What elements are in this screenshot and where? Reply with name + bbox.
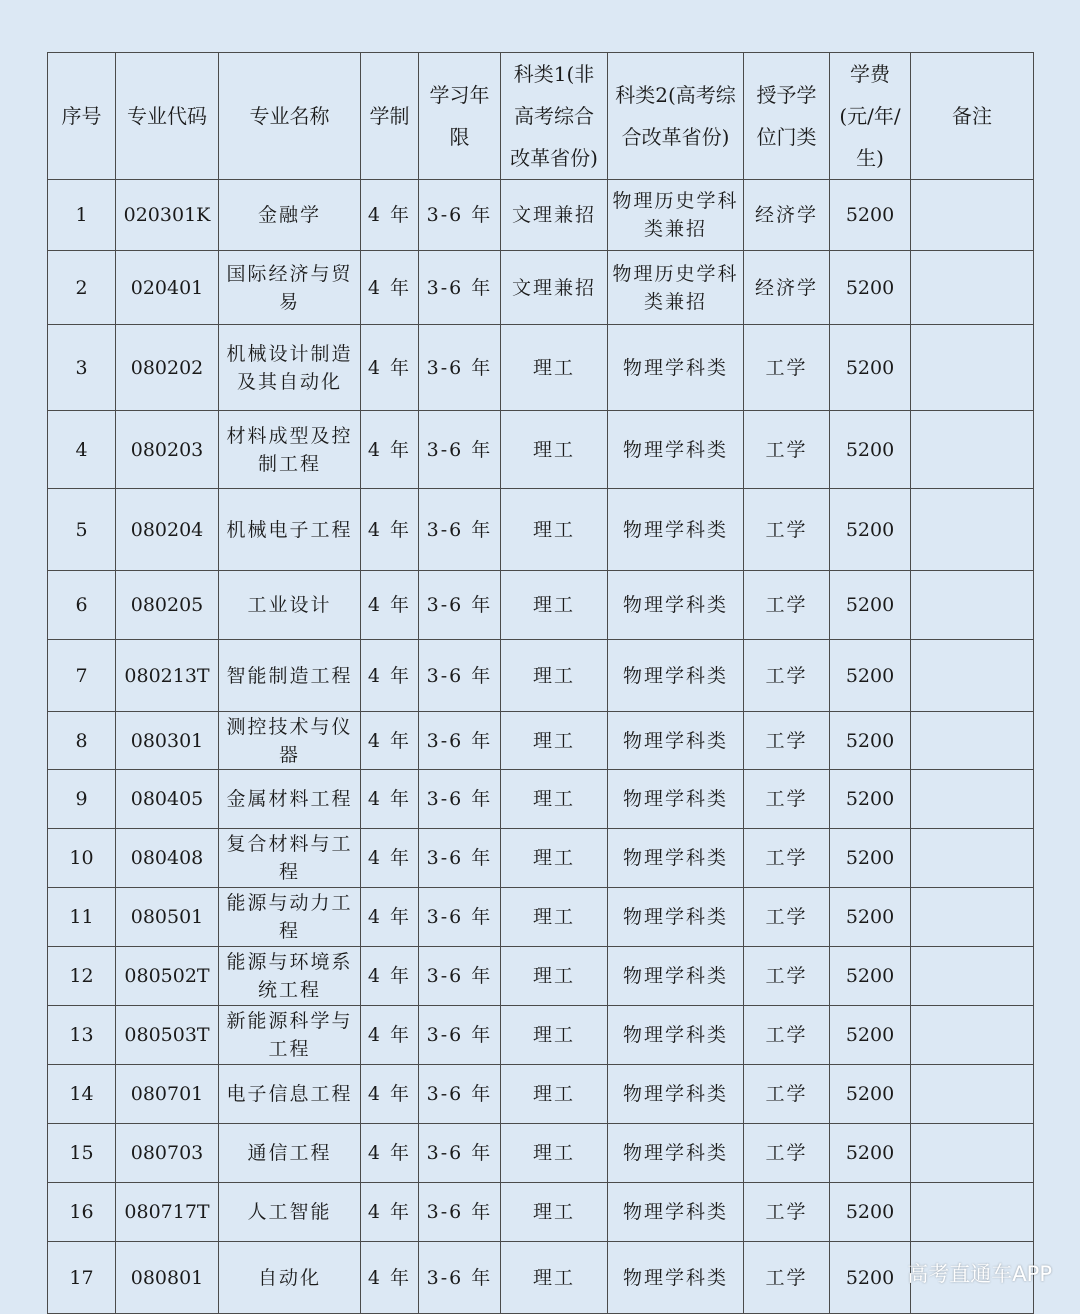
cell-col-index: 11 [48,888,116,947]
cell-col-years: 3-6 年 [419,1124,501,1183]
cell-col-years: 3-6 年 [419,770,501,829]
cell-col-category1: 理工 [501,571,608,640]
cell-col-remark [911,411,1034,489]
cell-col-category1: 理工 [501,770,608,829]
cell-col-index: 12 [48,947,116,1006]
cell-col-degree: 工学 [744,489,830,571]
cell-col-category2: 物理历史学科类兼招 [608,180,744,251]
cell-col-index: 14 [48,1065,116,1124]
cell-col-code: 080801 [116,1242,219,1314]
cell-col-years: 3-6 年 [419,180,501,251]
cell-col-remark [911,712,1034,770]
cell-col-index: 9 [48,770,116,829]
cell-col-name: 能源与动力工程 [219,888,361,947]
cell-col-fee: 5200 [830,325,911,411]
cell-col-system: 4 年 [361,1065,419,1124]
cell-col-code: 080203 [116,411,219,489]
cell-col-system: 4 年 [361,251,419,325]
table-row [48,1183,1034,1242]
cell-col-remark [911,1006,1034,1065]
cell-col-category1: 理工 [501,947,608,1006]
cell-col-fee: 5200 [830,640,911,712]
header-col-years: 学习年限 [419,53,501,180]
cell-col-years: 3-6 年 [419,888,501,947]
header-col-remark: 备注 [911,53,1034,180]
cell-col-index: 17 [48,1242,116,1314]
cell-col-years: 3-6 年 [419,640,501,712]
table-row [48,640,1034,712]
cell-col-index: 10 [48,829,116,888]
cell-col-code: 020401 [116,251,219,325]
cell-col-code: 080405 [116,770,219,829]
cell-col-index: 2 [48,251,116,325]
cell-col-category2: 物理学科类 [608,1183,744,1242]
cell-col-category2: 物理学科类 [608,325,744,411]
cell-col-system: 4 年 [361,489,419,571]
cell-col-fee: 5200 [830,888,911,947]
cell-col-index: 5 [48,489,116,571]
cell-col-name: 复合材料与工程 [219,829,361,888]
header-col-code: 专业代码 [116,53,219,180]
cell-col-remark [911,1183,1034,1242]
cell-col-category1: 理工 [501,1124,608,1183]
cell-col-remark [911,1065,1034,1124]
cell-col-category2: 物理学科类 [608,640,744,712]
majors-table [47,52,1034,1314]
cell-col-degree: 经济学 [744,251,830,325]
watermark: 高考直通车APP [907,1262,1052,1286]
cell-col-years: 3-6 年 [419,251,501,325]
cell-col-category1: 理工 [501,411,608,489]
cell-col-category2: 物理学科类 [608,770,744,829]
cell-col-category1: 理工 [501,325,608,411]
cell-col-index: 16 [48,1183,116,1242]
cell-col-category2: 物理学科类 [608,1124,744,1183]
cell-col-fee: 5200 [830,712,911,770]
cell-col-years: 3-6 年 [419,325,501,411]
cell-col-fee: 5200 [830,770,911,829]
table-row [48,712,1034,770]
cell-col-index: 4 [48,411,116,489]
cell-col-category1: 理工 [501,1183,608,1242]
cell-col-category2: 物理学科类 [608,411,744,489]
table-row [48,251,1034,325]
cell-col-remark [911,489,1034,571]
cell-col-system: 4 年 [361,947,419,1006]
table-row [48,1124,1034,1183]
cell-col-category1: 文理兼招 [501,251,608,325]
cell-col-system: 4 年 [361,1242,419,1314]
table-row [48,829,1034,888]
cell-col-fee: 5200 [830,947,911,1006]
cell-col-code: 080502T [116,947,219,1006]
cell-col-degree: 经济学 [744,180,830,251]
cell-col-degree: 工学 [744,571,830,640]
cell-col-category1: 理工 [501,1242,608,1314]
cell-col-system: 4 年 [361,712,419,770]
cell-col-remark [911,770,1034,829]
table-row [48,411,1034,489]
cell-col-degree: 工学 [744,829,830,888]
cell-col-fee: 5200 [830,1065,911,1124]
cell-col-category2: 物理学科类 [608,1242,744,1314]
cell-col-fee: 5200 [830,180,911,251]
cell-col-name: 能源与环境系统工程 [219,947,361,1006]
cell-col-fee: 5200 [830,1242,911,1314]
cell-col-category1: 理工 [501,489,608,571]
header-col-category1: 科类1(非高考综合改革省份) [501,53,608,180]
cell-col-fee: 5200 [830,829,911,888]
cell-col-years: 3-6 年 [419,829,501,888]
cell-col-years: 3-6 年 [419,1065,501,1124]
table-row [48,1065,1034,1124]
cell-col-degree: 工学 [744,712,830,770]
cell-col-degree: 工学 [744,411,830,489]
cell-col-remark [911,829,1034,888]
header-col-fee: 学费(元/年/生) [830,53,911,180]
table-row [48,325,1034,411]
cell-col-years: 3-6 年 [419,571,501,640]
table-row [48,1006,1034,1065]
cell-col-code: 080205 [116,571,219,640]
cell-col-remark [911,947,1034,1006]
cell-col-fee: 5200 [830,1006,911,1065]
cell-col-system: 4 年 [361,180,419,251]
table-row [48,770,1034,829]
cell-col-fee: 5200 [830,251,911,325]
cell-col-category1: 理工 [501,640,608,712]
cell-col-remark [911,251,1034,325]
cell-col-name: 工业设计 [219,571,361,640]
cell-col-category1: 理工 [501,888,608,947]
cell-col-degree: 工学 [744,888,830,947]
cell-col-index: 6 [48,571,116,640]
cell-col-name: 自动化 [219,1242,361,1314]
cell-col-name: 材料成型及控制工程 [219,411,361,489]
cell-col-degree: 工学 [744,1183,830,1242]
cell-col-years: 3-6 年 [419,712,501,770]
cell-col-system: 4 年 [361,829,419,888]
cell-col-category2: 物理学科类 [608,829,744,888]
cell-col-remark [911,180,1034,251]
cell-col-name: 机械设计制造及其自动化 [219,325,361,411]
cell-col-code: 080204 [116,489,219,571]
cell-col-index: 13 [48,1006,116,1065]
cell-col-remark [911,640,1034,712]
cell-col-years: 3-6 年 [419,489,501,571]
cell-col-category1: 理工 [501,1006,608,1065]
cell-col-remark [911,888,1034,947]
cell-col-years: 3-6 年 [419,947,501,1006]
header-col-degree: 授予学位门类 [744,53,830,180]
cell-col-degree: 工学 [744,325,830,411]
cell-col-fee: 5200 [830,1183,911,1242]
cell-col-fee: 5200 [830,1124,911,1183]
header-col-category2: 科类2(高考综合改革省份) [608,53,744,180]
cell-col-category2: 物理历史学科类兼招 [608,251,744,325]
cell-col-category1: 理工 [501,712,608,770]
table-row [48,180,1034,251]
cell-col-name: 电子信息工程 [219,1065,361,1124]
cell-col-name: 金属材料工程 [219,770,361,829]
cell-col-category2: 物理学科类 [608,888,744,947]
cell-col-remark [911,1124,1034,1183]
cell-col-system: 4 年 [361,1183,419,1242]
cell-col-code: 080503T [116,1006,219,1065]
cell-col-degree: 工学 [744,1006,830,1065]
cell-col-code: 080703 [116,1124,219,1183]
cell-col-system: 4 年 [361,325,419,411]
cell-col-category2: 物理学科类 [608,1065,744,1124]
cell-col-system: 4 年 [361,888,419,947]
cell-col-code: 080213T [116,640,219,712]
cell-col-name: 测控技术与仪器 [219,712,361,770]
cell-col-index: 8 [48,712,116,770]
cell-col-remark [911,571,1034,640]
header-col-index: 序号 [48,53,116,180]
cell-col-degree: 工学 [744,640,830,712]
cell-col-code: 080202 [116,325,219,411]
cell-col-code: 080408 [116,829,219,888]
cell-col-remark [911,325,1034,411]
cell-col-category2: 物理学科类 [608,489,744,571]
cell-col-category2: 物理学科类 [608,947,744,1006]
cell-col-system: 4 年 [361,1006,419,1065]
cell-col-degree: 工学 [744,1065,830,1124]
cell-col-fee: 5200 [830,411,911,489]
cell-col-index: 15 [48,1124,116,1183]
cell-col-category1: 理工 [501,829,608,888]
cell-col-degree: 工学 [744,770,830,829]
cell-col-name: 新能源科学与工程 [219,1006,361,1065]
cell-col-category2: 物理学科类 [608,1006,744,1065]
cell-col-years: 3-6 年 [419,1006,501,1065]
cell-col-years: 3-6 年 [419,1242,501,1314]
cell-col-name: 通信工程 [219,1124,361,1183]
cell-col-code: 080717T [116,1183,219,1242]
table-row [48,947,1034,1006]
cell-col-name: 机械电子工程 [219,489,361,571]
table-header-row [48,53,1034,180]
cell-col-code: 080501 [116,888,219,947]
cell-col-years: 3-6 年 [419,1183,501,1242]
table-row [48,571,1034,640]
table-row [48,888,1034,947]
cell-col-code: 020301K [116,180,219,251]
cell-col-system: 4 年 [361,770,419,829]
cell-col-category2: 物理学科类 [608,571,744,640]
cell-col-index: 3 [48,325,116,411]
cell-col-index: 1 [48,180,116,251]
cell-col-fee: 5200 [830,489,911,571]
cell-col-degree: 工学 [744,947,830,1006]
cell-col-system: 4 年 [361,571,419,640]
table-row [48,489,1034,571]
cell-col-category2: 物理学科类 [608,712,744,770]
cell-col-category1: 理工 [501,1065,608,1124]
cell-col-category1: 文理兼招 [501,180,608,251]
cell-col-code: 080701 [116,1065,219,1124]
table-row [48,1242,1034,1314]
cell-col-system: 4 年 [361,411,419,489]
cell-col-name: 金融学 [219,180,361,251]
header-col-system: 学制 [361,53,419,180]
cell-col-name: 国际经济与贸易 [219,251,361,325]
cell-col-fee: 5200 [830,571,911,640]
cell-col-degree: 工学 [744,1124,830,1183]
cell-col-system: 4 年 [361,1124,419,1183]
cell-col-system: 4 年 [361,640,419,712]
cell-col-years: 3-6 年 [419,411,501,489]
cell-col-name: 人工智能 [219,1183,361,1242]
cell-col-code: 080301 [116,712,219,770]
header-col-name: 专业名称 [219,53,361,180]
cell-col-degree: 工学 [744,1242,830,1314]
cell-col-index: 7 [48,640,116,712]
cell-col-name: 智能制造工程 [219,640,361,712]
table-body [48,180,1034,1314]
